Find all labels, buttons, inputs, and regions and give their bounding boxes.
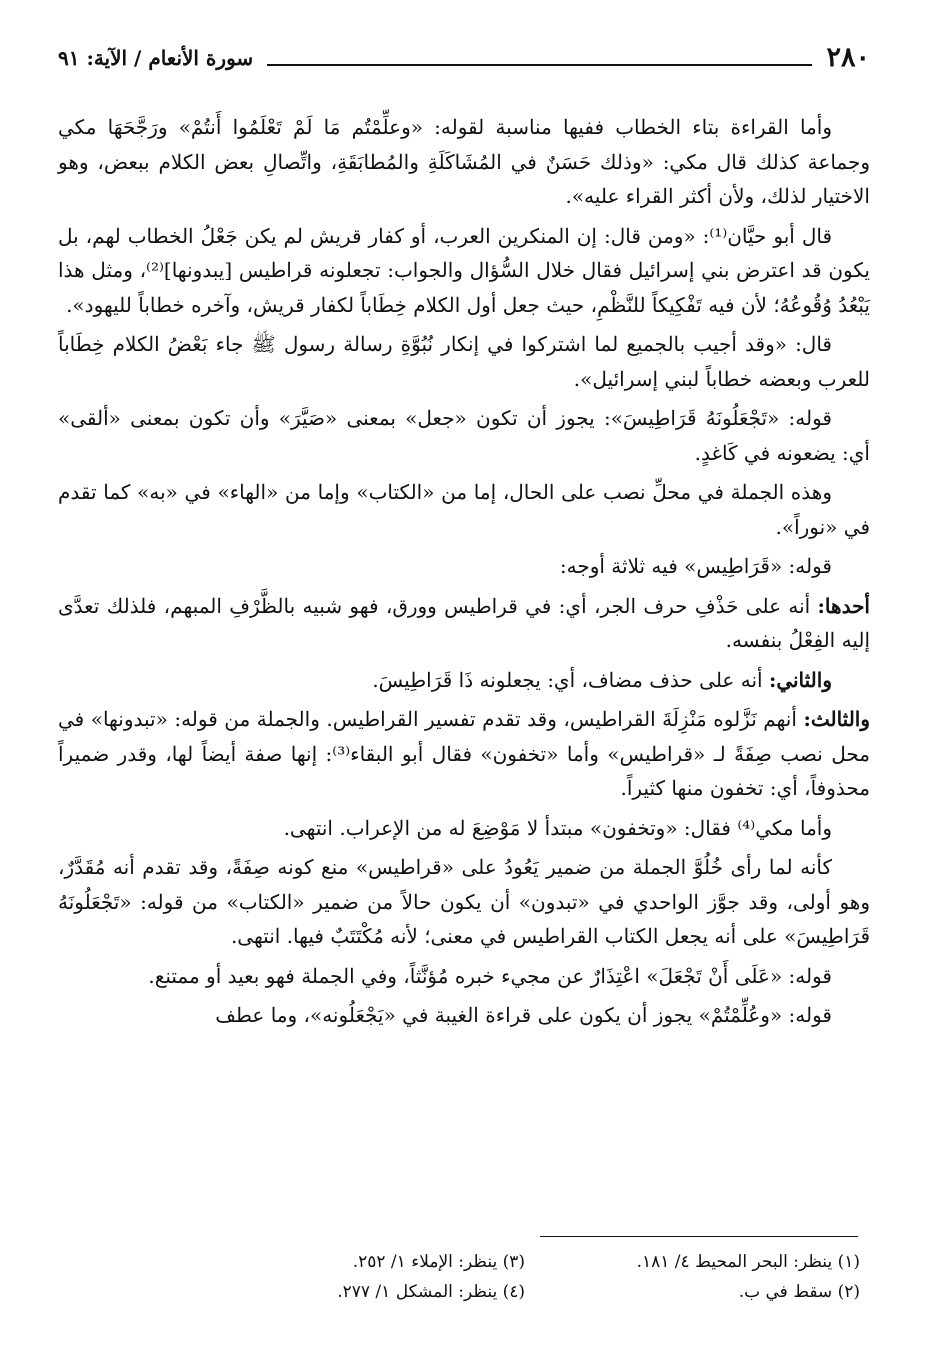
paragraph: وهذه الجملة في محلِّ نصب على الحال، إما من «الكتاب» وإما من «الهاء» في «به» كما تقدم في «نوراً». xyxy=(58,480,870,539)
paragraph: وأما مكي⁽⁴⁾ فقال: «وتخفون» مبتدأ لا مَوْضِعَ له من الإعراب. انتهى. xyxy=(283,815,832,840)
aspect-label: أحدها: xyxy=(817,593,870,618)
footnotes xyxy=(230,1250,860,1304)
aspect-text: أنه على حذف مضاف، أي: يجعلونه ذَا قَرَاطِيسَ. xyxy=(372,667,763,692)
footnote: (٤) ينظر: المشكل ١/ ٢٧٧. xyxy=(337,1282,525,1302)
paragraph: كأنه لما رأى خُلُوَّ الجملة من ضمير يَعُودُ على «قراطيس» منع كونه صِفَةً، وقد تقدم أنه مُقَدَّرٌ، وهو أولى، وقد جوَّز الواحدي في «تبدون» أن يكون حالاً من ضمير «الكتاب» من قوله: «تَجْعَلُونَهُ قَرَاطِيسَ» على أنه يجعل الكتاب القراطيس في معنى؛ لأنه مُكْتَتَبٌ فيها. انتهى. xyxy=(58,855,870,948)
running-title: سورة الأنعام / الآية: ٩١ xyxy=(58,46,254,70)
aspect-paragraph xyxy=(58,589,870,658)
paragraph: قوله: «تَجْعَلُونَهُ قَرَاطِيسَ»: يجوز أن تكون «جعل» بمعنى «صَيَّرَ» وأن تكون بمعنى «ألقى» أي: يضعونه في كَاغدٍ. xyxy=(58,406,870,465)
aspect-text: أنهم نَزَّلوه مَنْزِلَةَ القراطيس، وقد تقدم تفسير القراطيس. والجملة من قوله: «تبدونها» في محل نصب صِفَةً لـ «قراطيس» وأما «تخفون» فقال أبو البقاء⁽³⁾: إنها صفة أيضاً لها، وقدر ضميراً محذوفاً، أي: تخفون منها كثيراً. xyxy=(58,707,870,800)
main-text xyxy=(58,110,870,1038)
aspect-text: أنه على حَذْفِ حرف الجر، أي: في قراطيس وورق، فهو شبيه بالظَّرْفِ المبهم، فلذلك تعدَّى إليه الفِعْلُ بنفسه. xyxy=(58,593,870,652)
paragraph: قوله: «وعُلِّمْتُمْ» يجوز أن يكون على قراءة الغيبة في «يَجْعَلُونه»، وما عطف xyxy=(215,1003,832,1027)
footnote: (١) ينظر: البحر المحيط ٤/ ١٨١. xyxy=(636,1252,860,1272)
paragraph: قال: «وقد أجيب بالجميع لما اشتركوا في إنكار نُبُوَّةِ رسالة رسول ﷺ جاء بَعْضُ الكلام خِطَاباً للعرب وبعضه خطاباً لبني إسرائيل». xyxy=(58,332,870,391)
footnote: (٣) ينظر: الإملاء ١/ ٢٥٢. xyxy=(352,1252,525,1272)
header-rule xyxy=(267,64,812,66)
footnote: (٢) سقط في ب. xyxy=(738,1282,860,1302)
footnote-rule xyxy=(540,1236,858,1237)
paragraph: قوله: «قَرَاطِيس» فيه ثلاثة أوجه: xyxy=(559,554,832,578)
paragraph: وأما القراءة بتاء الخطاب ففيها مناسبة لقوله: «وعلِّمْتُم مَا لَمْ تَعْلَمُوا أَنتُمْ» ورَجَّحَهَا مكي وجماعة كذلك قال مكي: «وذلك حَسَنٌ في المُشَاكَلَةِ والمُطابَقَةِ، واتِّصالِ بعض الكلام ببعض، وهو الاختيار لذلك، ولأن أكثر القراء عليه». xyxy=(58,115,870,208)
paragraph: قال أبو حيَّان⁽¹⁾: «ومن قال: إن المنكرين العرب، أو كفار قريش لم يكن جَعْلُ الخطاب لهم، بل يكون قد اعترض بني إسرائيل فقال خلال السُّؤال والجواب: تجعلونه قراطيس [يبدونها]⁽²⁾، ومثل هذا يَبْعُدُ وُقُوعُهُ؛ لأن فيه تَفْكِيكاً للنَّظْمِ، حيث جعل أول الكلام خِطَاباً لكفار قريش، وآخره خطاباً لليهود». xyxy=(58,223,870,317)
page-number: ٢٨٠ xyxy=(826,42,870,73)
paragraph: قوله: «عَلَى أَنْ تَجْعَلَ» اعْتِذَارٌ عن مجيء خبره مُؤنَّثاً، وفي الجملة فهو بعيد أو ممتنع. xyxy=(148,963,832,988)
page-header xyxy=(58,42,870,74)
aspect-label: والثاني: xyxy=(768,667,832,692)
aspect-paragraph xyxy=(58,702,870,806)
aspect-label: والثالث: xyxy=(803,707,871,731)
aspect-paragraph xyxy=(58,663,870,698)
